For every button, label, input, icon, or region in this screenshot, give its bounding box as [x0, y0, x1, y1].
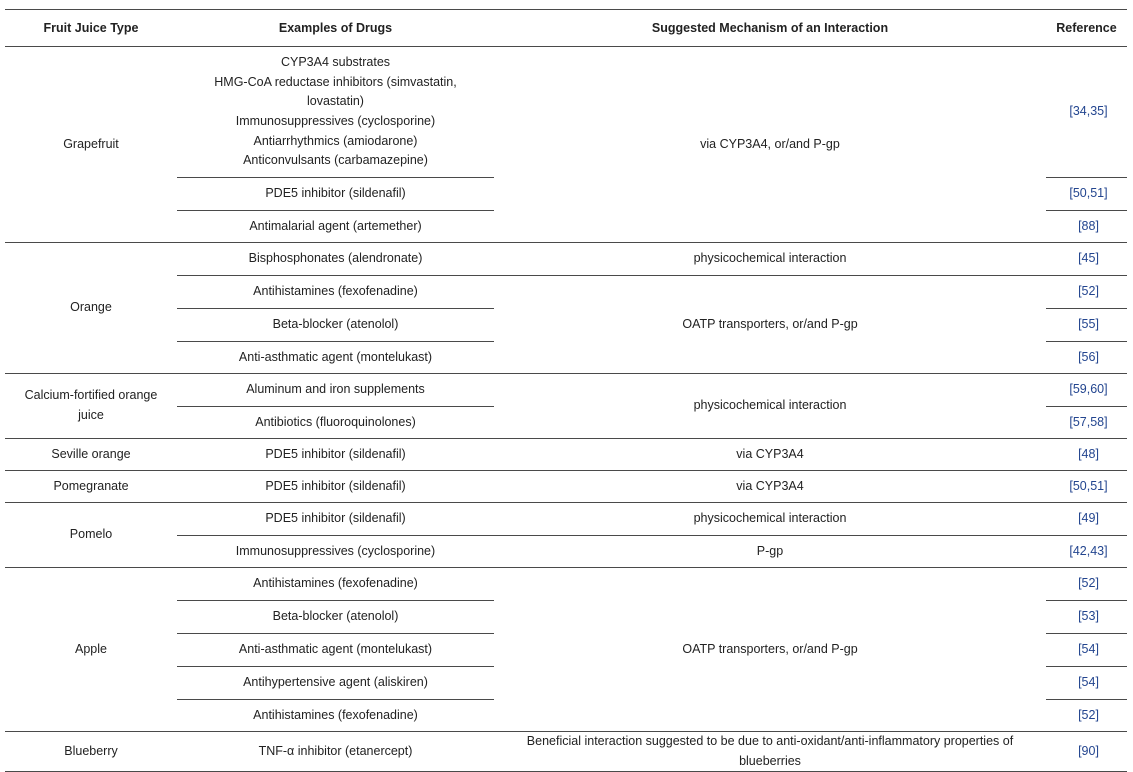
table-row [5, 439, 1127, 471]
drug-cell: PDE5 inhibitor (sildenafil) [177, 178, 494, 211]
reference-cell [1046, 471, 1127, 503]
reference-link[interactable]: [52] [1078, 707, 1099, 722]
mechanism-cell: via CYP3A4, or/and P-gp [494, 47, 1046, 243]
table-row [5, 243, 1127, 276]
drug-cell: Antimalarial agent (artemether) [177, 211, 494, 243]
reference-cell [1046, 342, 1127, 374]
fruit-line: juice [78, 408, 104, 422]
reference-link[interactable]: [90] [1078, 743, 1099, 758]
reference-cell [1046, 243, 1127, 276]
drug-cell: Antihistamines (fexofenadine) [177, 568, 494, 601]
drug-line: CYP3A4 substrates [280, 55, 391, 70]
drug-cell [177, 47, 494, 178]
fruit-orange: Orange [5, 243, 177, 374]
reference-cell [1046, 568, 1127, 601]
mechanism-cell: physicochemical interaction [494, 503, 1046, 536]
drug-cell: Anti-asthmatic agent (montelukast) [177, 634, 494, 667]
drug-interaction-table [5, 9, 1127, 772]
drug-cell: Beta-blocker (atenolol) [177, 309, 494, 342]
drug-cell: Immunosuppressives (cyclosporine) [177, 536, 494, 568]
drug-line: lovastatin) [307, 94, 364, 109]
drug-cell: Anti-asthmatic agent (montelukast) [177, 342, 494, 374]
drug-cell: PDE5 inhibitor (sildenafil) [177, 439, 494, 471]
reference-cell [1046, 503, 1127, 536]
reference-link[interactable]: [54] [1078, 642, 1099, 657]
reference-link[interactable]: [52] [1078, 284, 1099, 299]
table-row [5, 503, 1127, 536]
fruit-apple: Apple [5, 568, 177, 732]
drug-cell: Antihistamines (fexofenadine) [177, 700, 494, 732]
reference-cell [1046, 601, 1127, 634]
header-row [5, 9, 1127, 47]
reference-cell [1046, 634, 1127, 667]
reference-cell [1046, 700, 1127, 732]
reference-cell [1046, 276, 1127, 309]
mechanism-cell: OATP transporters, or/and P-gp [494, 568, 1046, 732]
header-fruit-juice-type: Fruit Juice Type [5, 9, 177, 47]
header-reference: Reference [1046, 9, 1127, 47]
reference-link[interactable]: [88] [1078, 218, 1099, 233]
fruit-grapefruit: Grapefruit [5, 47, 177, 243]
drug-cell: Antihypertensive agent (aliskiren) [177, 667, 494, 700]
reference-cell [1046, 178, 1127, 211]
reference-link[interactable]: [49] [1078, 511, 1099, 526]
reference-link[interactable]: [42,43] [1069, 543, 1108, 558]
drug-line: Antiarrhythmics (amiodarone) [253, 133, 418, 148]
drug-cell: PDE5 inhibitor (sildenafil) [177, 503, 494, 536]
mechanism-cell: P-gp [494, 536, 1046, 568]
drug-cell: Aluminum and iron supplements [177, 374, 494, 407]
reference-cell [1046, 211, 1127, 243]
table-row [5, 471, 1127, 503]
reference-cell [1046, 47, 1127, 178]
reference-link[interactable]: [53] [1078, 609, 1099, 624]
header-examples-of-drugs: Examples of Drugs [177, 9, 494, 47]
reference-link[interactable]: [45] [1078, 251, 1099, 266]
reference-cell [1046, 374, 1127, 407]
drug-line: HMG-CoA reductase inhibitors (simvastatin, [214, 74, 457, 89]
reference-link[interactable]: [50,51] [1069, 186, 1108, 201]
mechanism-cell: physicochemical interaction [494, 374, 1046, 439]
header-mechanism: Suggested Mechanism of an Interaction [494, 9, 1046, 47]
reference-link[interactable]: [50,51] [1069, 478, 1108, 493]
reference-link[interactable]: [34,35] [1069, 104, 1108, 119]
reference-cell [1046, 309, 1127, 342]
mechanism-line: blueberries [739, 753, 801, 768]
drug-cell: TNF-α inhibitor (etanercept) [177, 732, 494, 772]
drug-cell: Antihistamines (fexofenadine) [177, 276, 494, 309]
mechanism-cell: physicochemical interaction [494, 243, 1046, 276]
reference-link[interactable]: [56] [1078, 349, 1099, 364]
mechanism-cell: via CYP3A4 [494, 439, 1046, 471]
fruit-pomelo: Pomelo [5, 503, 177, 568]
drug-cell: PDE5 inhibitor (sildenafil) [177, 471, 494, 503]
fruit-seville-orange: Seville orange [5, 439, 177, 471]
fruit-pomegranate: Pomegranate [5, 471, 177, 503]
reference-cell [1046, 732, 1127, 772]
reference-link[interactable]: [55] [1078, 317, 1099, 332]
reference-link[interactable]: [57,58] [1069, 414, 1108, 429]
table-row [5, 374, 1127, 407]
reference-link[interactable]: [59,60] [1069, 382, 1108, 397]
fruit-line: Calcium-fortified orange [24, 388, 158, 403]
mechanism-cell [494, 732, 1046, 772]
reference-link[interactable]: [52] [1078, 576, 1099, 591]
table-container [5, 9, 1127, 772]
reference-link[interactable]: [54] [1078, 675, 1099, 690]
drug-cell: Bisphosphonates (alendronate) [177, 243, 494, 276]
drug-cell: Beta-blocker (atenolol) [177, 601, 494, 634]
mechanism-cell: OATP transporters, or/and P-gp [494, 276, 1046, 374]
fruit-calcium-fortified-orange-juice [5, 374, 177, 439]
reference-link[interactable]: [48] [1078, 446, 1099, 461]
drug-cell: Antibiotics (fluoroquinolones) [177, 407, 494, 439]
reference-cell [1046, 536, 1127, 568]
table-row [5, 568, 1127, 601]
table-row [5, 732, 1127, 772]
drug-line: Immunosuppressives (cyclosporine) [235, 114, 436, 128]
reference-cell [1046, 407, 1127, 439]
reference-cell [1046, 667, 1127, 700]
fruit-blueberry: Blueberry [5, 732, 177, 772]
mechanism-cell: via CYP3A4 [494, 471, 1046, 503]
reference-cell [1046, 439, 1127, 471]
drug-line: Anticonvulsants (carbamazepine) [243, 153, 428, 168]
mechanism-line: Beneficial interaction suggested to be due to anti-oxidant/anti-inflammatory properties of [526, 734, 1014, 748]
table-row [5, 47, 1127, 178]
